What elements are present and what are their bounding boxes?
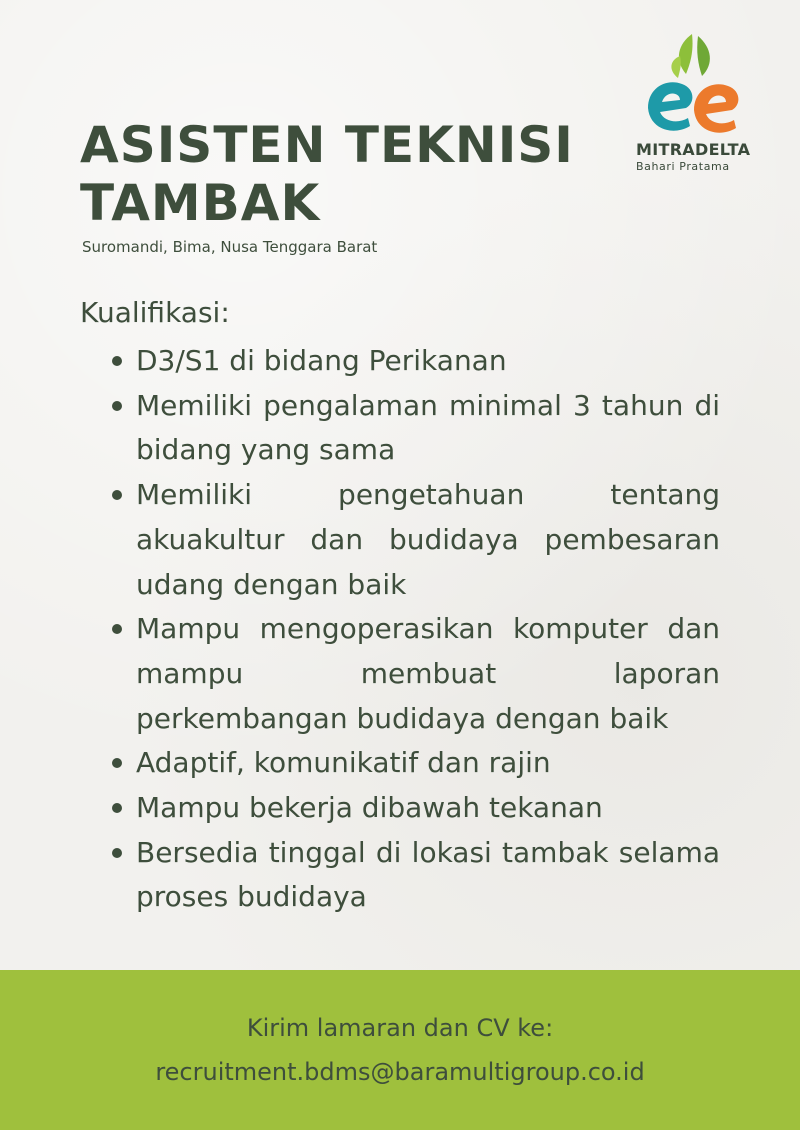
qualification-text: Mampu bekerja dibawah tekanan [136, 791, 603, 825]
qualification-item [110, 741, 720, 786]
qualification-text: Memiliki pengetahuan tentang akuakultur dan budidaya pembesaran udang dengan baik [136, 478, 720, 601]
application-instruction: Kirim lamaran dan CV ke: [246, 1014, 554, 1042]
bullet-icon [112, 401, 122, 411]
application-email-link[interactable]: recruitment.bdms@baramultigroup.co.id [155, 1058, 645, 1086]
qualifications-list [110, 339, 720, 920]
qualifications-heading: Kualifikasi: [80, 296, 230, 329]
qualification-item [110, 384, 720, 473]
qualification-item [110, 831, 720, 920]
qualification-item [110, 786, 720, 831]
logo-brand-subtitle: Bahari Pratama [636, 160, 730, 173]
qualification-text: Memiliki pengalaman minimal 3 tahun di bidang yang sama [136, 388, 720, 467]
qualification-item [110, 339, 720, 384]
bullet-icon [112, 758, 122, 768]
qualification-item [110, 473, 720, 607]
bullet-icon [112, 848, 122, 858]
qualification-text: Bersedia tinggal di lokasi tambak selama proses budidaya [136, 835, 720, 914]
bullet-icon [112, 356, 122, 366]
qualification-text: Adaptif, komunikatif dan rajin [136, 746, 551, 780]
qualification-text: D3/S1 di bidang Perikanan [136, 344, 507, 377]
job-title [80, 116, 600, 232]
qualification-text: Mampu mengoperasikan komputer dan mampu membuat laporan perkembangan budidaya dengan baik [136, 612, 720, 735]
application-footer [0, 970, 800, 1130]
job-location: Suromandi, Bima, Nusa Tenggara Barat [82, 238, 378, 256]
logo-mark-icon [640, 30, 750, 135]
bullet-icon [112, 803, 122, 813]
bullet-icon [112, 624, 122, 634]
company-logo [630, 30, 760, 175]
bullet-icon [112, 490, 122, 500]
job-title-line-1: ASISTEN TEKNISI [80, 116, 574, 174]
job-title-line-2: TAMBAK [80, 174, 321, 232]
logo-brand-name: MITRADELTA [636, 140, 751, 159]
qualification-item [110, 607, 720, 741]
